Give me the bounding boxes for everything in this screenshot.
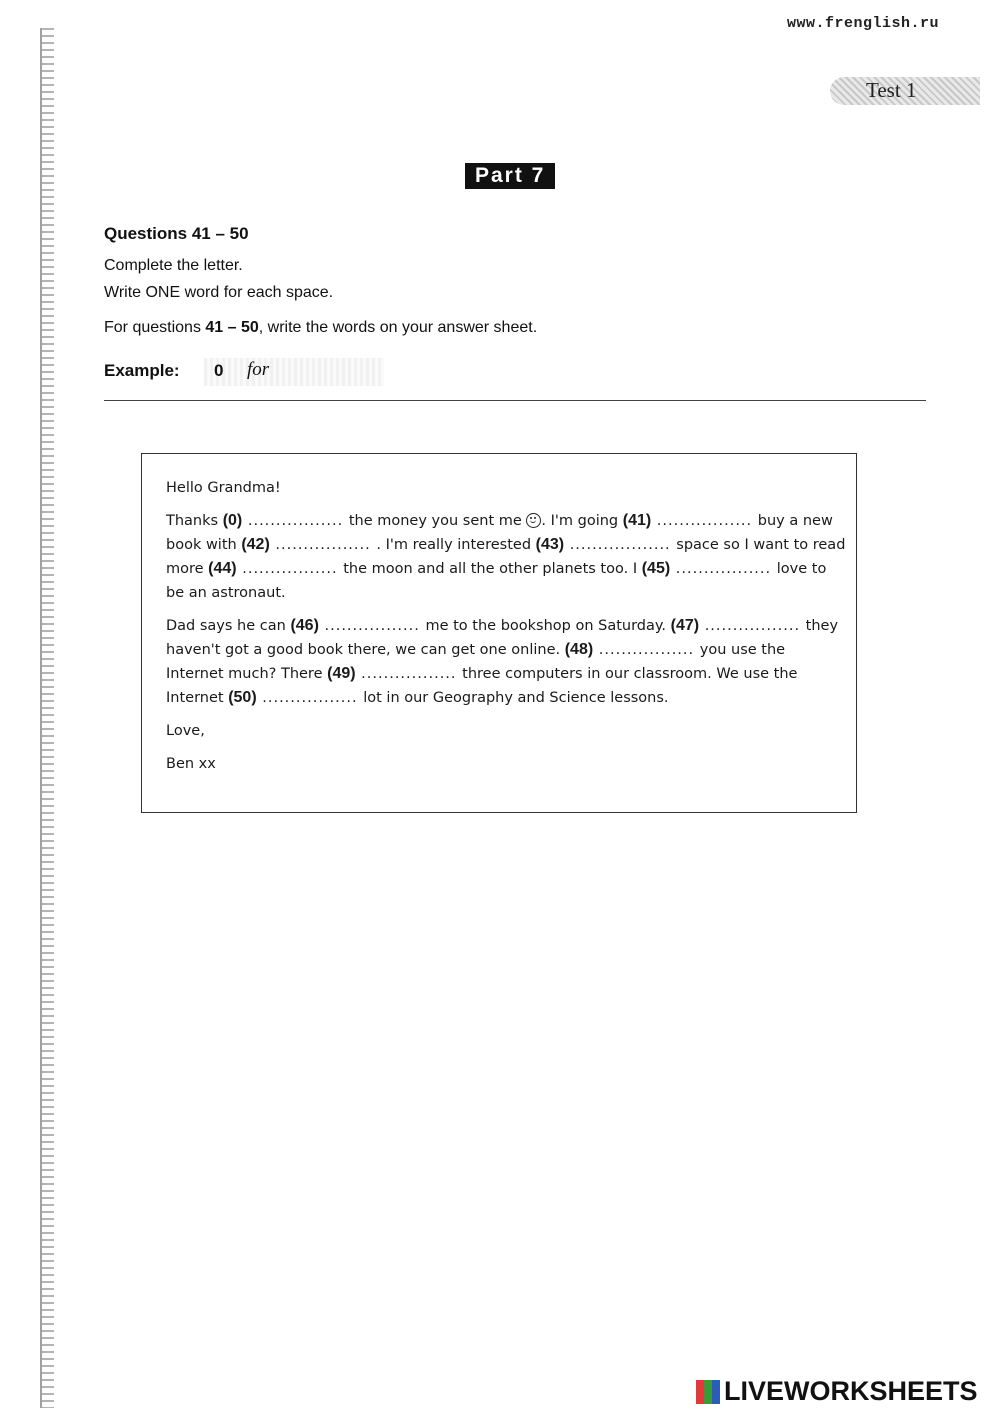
page-binding-edge xyxy=(40,28,54,1408)
letter-box xyxy=(141,453,857,813)
text-segment: space so I want to read more xyxy=(166,537,846,577)
question-number-42: (42) xyxy=(241,536,270,553)
question-number-41: (41) xyxy=(622,512,652,529)
instruction-question-range: 41 – 50 xyxy=(205,319,259,336)
answer-gap-43[interactable]: .................. xyxy=(564,537,677,553)
answer-gap-0: ................. xyxy=(242,513,349,529)
letter-body xyxy=(166,476,846,785)
text-segment: they haven't got a good book there, we can get one online. xyxy=(166,618,839,658)
text-segment: Thanks xyxy=(166,513,223,529)
text-segment: lot in our Geography and Science lessons. xyxy=(363,690,669,706)
text-segment: me to the bookshop on Saturday. xyxy=(425,618,671,634)
answer-gap-46[interactable]: ................. xyxy=(318,618,426,634)
text-segment: Dad says he can xyxy=(166,618,291,634)
questions-heading: Questions 41 – 50 xyxy=(104,224,249,243)
instruction-line-1: Complete the letter. xyxy=(104,257,243,274)
text-segment: the money you sent me xyxy=(348,513,527,529)
answer-gap-44[interactable]: ................. xyxy=(236,561,344,577)
smiley-face-icon xyxy=(526,513,541,528)
text-segment: love to be an astronaut. xyxy=(166,561,827,601)
text-segment: the moon and all the other planets too. I xyxy=(343,561,642,577)
question-number-50: (50) xyxy=(228,689,257,706)
instruction-prefix: For questions xyxy=(104,319,206,336)
answer-gap-41[interactable]: ................. xyxy=(651,513,758,529)
question-number-46: (46) xyxy=(290,617,319,634)
text-segment: three computers in our classroom. We use the Internet xyxy=(166,666,798,706)
site-url: www.frenglish.ru xyxy=(787,15,940,32)
answer-gap-47[interactable]: ................. xyxy=(699,618,806,634)
answer-gap-45[interactable]: ................. xyxy=(670,561,777,577)
question-number-45: (45) xyxy=(641,560,671,577)
test-label: Test 1 xyxy=(866,78,917,102)
part-title: Part 7 xyxy=(465,163,555,189)
liveworksheets-text: LIVEWORKSHEETS xyxy=(724,1376,978,1406)
answer-gap-48[interactable]: ................. xyxy=(593,642,700,658)
question-number-47: (47) xyxy=(670,617,700,634)
instruction-suffix: , write the words on your answer sheet. xyxy=(258,319,538,336)
liveworksheets-badge[interactable] xyxy=(696,1372,990,1410)
text-segment: buy a new book with xyxy=(166,513,833,553)
letter-signature: Ben xx xyxy=(166,756,216,772)
example-number: 0 xyxy=(214,361,224,380)
text-segment: . I'm going xyxy=(541,513,623,529)
letter-paragraph-2 xyxy=(166,614,846,710)
letter-greeting: Hello Grandma! xyxy=(166,480,281,496)
question-number-49: (49) xyxy=(327,665,356,682)
test-badge xyxy=(830,77,980,105)
instruction-line-2: Write ONE word for each space. xyxy=(104,284,334,301)
example-answer-box xyxy=(204,358,384,386)
answer-gap-50[interactable]: ................. xyxy=(256,690,364,706)
answer-gap-49[interactable]: ................. xyxy=(355,666,463,682)
example-label: Example: xyxy=(104,361,180,380)
liveworksheets-logo-icon xyxy=(696,1380,720,1404)
example-answer: for xyxy=(247,359,270,380)
text-segment: . I'm really interested xyxy=(376,537,536,553)
question-number-43: (43) xyxy=(535,536,565,553)
instruction-line-3 xyxy=(104,319,537,337)
letter-paragraph-1 xyxy=(166,509,846,605)
question-number-44: (44) xyxy=(208,560,237,577)
section-divider xyxy=(104,400,926,401)
question-number-0: (0) xyxy=(222,512,243,529)
question-number-48: (48) xyxy=(564,641,594,658)
letter-closing: Love, xyxy=(166,723,205,739)
text-segment: you use the Internet much? There xyxy=(166,642,786,682)
answer-gap-42[interactable]: ................. xyxy=(269,537,377,553)
